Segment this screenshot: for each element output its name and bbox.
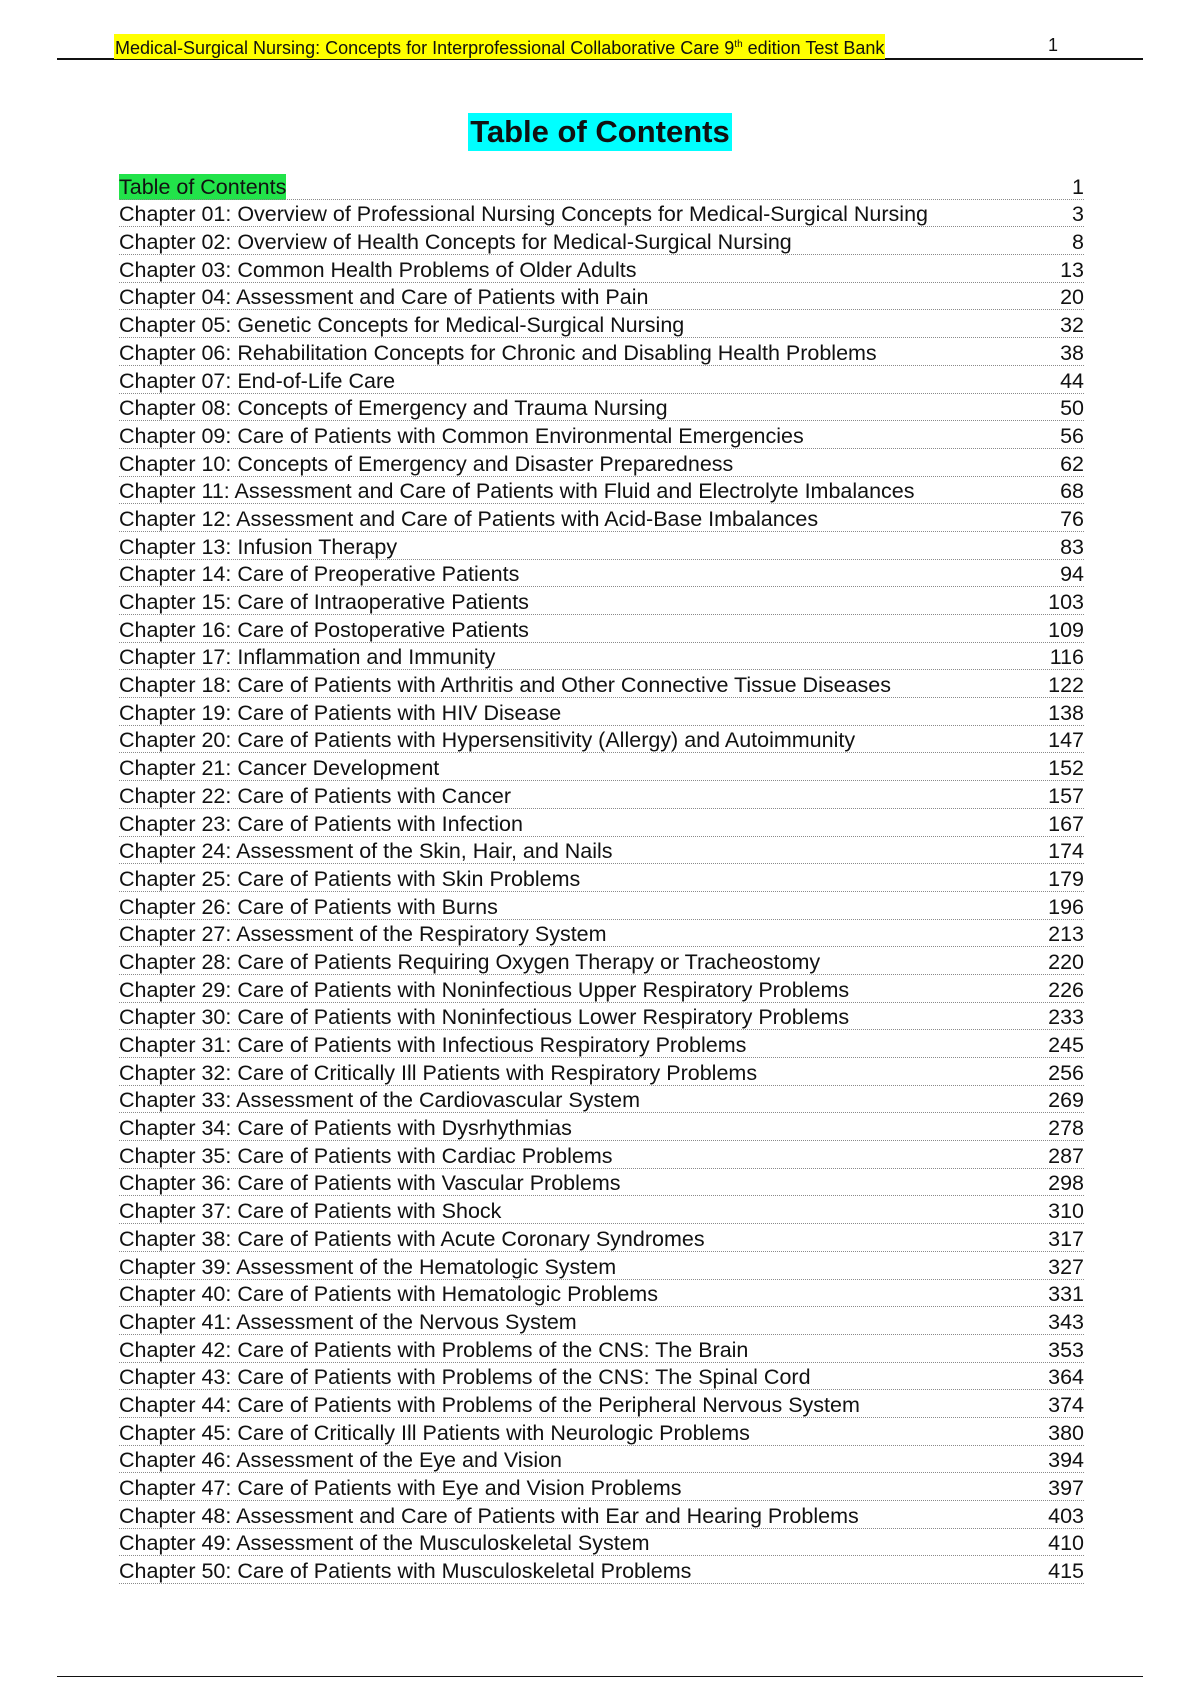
toc-entry-page: 397 (1048, 1476, 1084, 1500)
toc-entry-label: Chapter 23: Care of Patients with Infection (119, 811, 523, 836)
toc-entry[interactable] (119, 310, 1084, 338)
toc-entry[interactable] (119, 1113, 1084, 1141)
toc-entry[interactable] (119, 1141, 1084, 1169)
toc-entry-page: 298 (1048, 1171, 1084, 1196)
toc-entry-page: 394 (1048, 1448, 1084, 1473)
toc-entry[interactable] (119, 1280, 1084, 1308)
toc-entry-label: Chapter 19: Care of Patients with HIV Disease (119, 700, 562, 725)
toc-entry[interactable] (119, 975, 1084, 1003)
toc-entry[interactable] (119, 1446, 1084, 1474)
toc-entry-page: 179 (1048, 866, 1084, 891)
toc-entry[interactable] (119, 753, 1084, 781)
toc-entry-label: Chapter 33: Assessment of the Cardiovascular System (119, 1088, 641, 1113)
toc-entry-label: Chapter 44: Care of Patients with Problems of the Peripheral Nervous System (119, 1392, 860, 1417)
page-header (57, 30, 1143, 60)
toc-entry-page: 152 (1048, 756, 1084, 781)
toc-entry[interactable] (119, 227, 1084, 255)
toc-entry-page: 1 (1072, 174, 1084, 199)
toc-entry[interactable] (119, 1307, 1084, 1335)
toc-entry-page: 138 (1048, 700, 1084, 725)
toc-entry-label: Chapter 46: Assessment of the Eye and Vision (119, 1448, 563, 1473)
toc-entry[interactable] (119, 1058, 1084, 1086)
toc-entry-page: 83 (1060, 534, 1084, 559)
toc-entry-label: Chapter 49: Assessment of the Musculoskeletal System (119, 1531, 650, 1556)
toc-entry-label: Chapter 37: Care of Patients with Shock (119, 1199, 502, 1224)
toc-entry[interactable] (119, 449, 1084, 477)
toc-entry-label: Chapter 36: Care of Patients with Vascular Problems (119, 1171, 621, 1196)
toc-entry[interactable] (119, 255, 1084, 283)
toc-entry[interactable] (119, 477, 1084, 505)
toc-entry-page: 116 (1049, 645, 1084, 670)
toc-entry-page: 20 (1060, 285, 1084, 310)
toc-entry-page: 213 (1048, 922, 1084, 947)
toc-entry-label: Chapter 03: Common Health Problems of Older Adults (119, 257, 637, 282)
toc-entry[interactable] (119, 698, 1084, 726)
toc-entry-label: Chapter 17: Inflammation and Immunity (119, 645, 496, 670)
toc-entry-label: Chapter 12: Assessment and Care of Patients with Acid-Base Imbalances (119, 506, 819, 531)
toc-entry[interactable] (119, 587, 1084, 615)
header-title: Medical-Surgical Nursing: Concepts for Interprofessional Collaborative Care 9th edition Test Bank (114, 34, 885, 59)
toc-entry-page: 122 (1048, 673, 1084, 698)
toc-entry-page: 226 (1048, 977, 1084, 1002)
toc-entry-label: Chapter 06: Rehabilitation Concepts for Chronic and Disabling Health Problems (119, 340, 877, 365)
toc-entry[interactable] (119, 1556, 1084, 1584)
toc-entry-page: 109 (1048, 617, 1084, 642)
toc-entry[interactable] (119, 1224, 1084, 1252)
toc-entry-label: Chapter 45: Care of Critically Ill Patients with Neurologic Problems (119, 1420, 750, 1445)
toc-entry-page: 403 (1048, 1503, 1084, 1528)
toc-entry-label: Chapter 41: Assessment of the Nervous System (119, 1309, 577, 1334)
toc-entry-page: 62 (1060, 451, 1084, 476)
toc-entry-label: Chapter 42: Care of Patients with Problems of the CNS: The Brain (119, 1337, 749, 1362)
toc-entry[interactable] (119, 1003, 1084, 1031)
toc-entry-page: 174 (1048, 839, 1084, 864)
toc-entry-label: Chapter 27: Assessment of the Respiratory System (119, 922, 607, 947)
toc-entry[interactable] (119, 670, 1084, 698)
toc-entry-label: Chapter 15: Care of Intraoperative Patients (119, 590, 529, 614)
toc-entry[interactable] (119, 892, 1084, 920)
toc-entry-page: 38 (1060, 340, 1084, 365)
toc-entry-label: Chapter 30: Care of Patients with Noninfectious Lower Respiratory Problems (119, 1005, 850, 1030)
toc-entry[interactable] (119, 1169, 1084, 1197)
toc-entry-label: Chapter 39: Assessment of the Hematologic System (119, 1254, 617, 1279)
toc-entry-label: Chapter 08: Concepts of Emergency and Trauma Nursing (119, 396, 668, 421)
toc-entry-label: Chapter 16: Care of Postoperative Patients (119, 617, 529, 642)
toc-entry-page: 68 (1060, 479, 1084, 504)
toc-entry-page: 50 (1060, 396, 1084, 421)
toc-entry[interactable] (119, 504, 1084, 532)
toc-entry-label: Chapter 22: Care of Patients with Cancer (119, 783, 511, 808)
toc-entry-page: 196 (1048, 894, 1084, 919)
toc-entry-page: 331 (1048, 1282, 1084, 1307)
toc-entry[interactable] (119, 947, 1084, 975)
toc-entry-page: 103 (1048, 590, 1084, 614)
toc-entry-label: Chapter 40: Care of Patients with Hematologic Problems (119, 1282, 658, 1307)
toc-entry[interactable] (119, 1196, 1084, 1224)
toc-entry-page: 8 (1072, 230, 1084, 255)
toc-entry[interactable] (119, 200, 1084, 228)
toc-entry-page: 32 (1060, 313, 1084, 338)
toc-entry-page: 327 (1048, 1254, 1084, 1279)
toc-entry-label: Chapter 13: Infusion Therapy (119, 534, 398, 559)
toc-entry-label: Chapter 11: Assessment and Care of Patients with Fluid and Electrolyte Imbalances (119, 479, 915, 504)
toc-entry-label: Chapter 25: Care of Patients with Skin Problems (119, 866, 581, 891)
toc-entry-page: 256 (1048, 1060, 1084, 1085)
toc-entry-page: 287 (1048, 1143, 1084, 1168)
toc-entry[interactable] (119, 1529, 1084, 1557)
toc-entry-page: 13 (1060, 257, 1084, 282)
toc-entry-label: Chapter 47: Care of Patients with Eye and Vision Problems (119, 1476, 682, 1500)
toc-entry[interactable] (119, 726, 1084, 754)
toc-entry-page: 167 (1048, 811, 1084, 836)
toc-entry[interactable] (119, 532, 1084, 560)
toc-entry-label: Chapter 18: Care of Patients with Arthritis and Other Connective Tissue Diseases (119, 673, 891, 698)
toc-entry[interactable] (119, 172, 1084, 200)
toc-entry[interactable] (119, 283, 1084, 311)
toc-heading (0, 113, 1200, 151)
toc-entry-label: Chapter 01: Overview of Professional Nursing Concepts for Medical-Surgical Nursing (119, 202, 928, 227)
toc-entry-page: 233 (1048, 1005, 1084, 1030)
toc-entry[interactable] (119, 864, 1084, 892)
toc-entry-label: Chapter 07: End-of-Life Care (119, 368, 396, 393)
toc-entry-label: Chapter 05: Genetic Concepts for Medical-Surgical Nursing (119, 313, 685, 338)
toc-entry[interactable] (119, 615, 1084, 643)
toc-entry[interactable] (119, 1252, 1084, 1280)
toc-entry-page: 245 (1048, 1033, 1084, 1057)
toc-entry-page: 278 (1048, 1116, 1084, 1141)
toc-entry-label: Chapter 21: Cancer Development (119, 756, 440, 781)
toc-entry[interactable] (119, 837, 1084, 865)
toc-entry-page: 374 (1048, 1392, 1084, 1417)
toc-entry[interactable] (119, 1030, 1084, 1058)
toc-entry-label: Chapter 28: Care of Patients Requiring Oxygen Therapy or Tracheostomy (119, 949, 821, 974)
header-page-number: 1 (1047, 35, 1058, 55)
toc-entry[interactable] (119, 366, 1084, 394)
toc-entry-page: 364 (1048, 1365, 1084, 1390)
toc-entry-page: 94 (1060, 562, 1084, 587)
toc-entry-page: 3 (1072, 202, 1084, 227)
toc-entry-label: Chapter 34: Care of Patients with Dysrhythmias (119, 1116, 572, 1141)
toc-entry-label: Chapter 10: Concepts of Emergency and Disaster Preparedness (119, 451, 734, 476)
toc-entry[interactable] (119, 920, 1084, 948)
toc-entry-page: 220 (1048, 949, 1084, 974)
toc-entry[interactable] (119, 394, 1084, 422)
toc-entry[interactable] (119, 338, 1084, 366)
toc-entry[interactable] (119, 1418, 1084, 1446)
toc-entry-page: 44 (1060, 368, 1084, 393)
toc-entry-label: Chapter 50: Care of Patients with Musculoskeletal Problems (119, 1559, 692, 1584)
toc-entry-page: 353 (1048, 1337, 1084, 1362)
toc-entry-label: Chapter 38: Care of Patients with Acute Coronary Syndromes (119, 1226, 705, 1251)
toc-entry-page: 415 (1048, 1559, 1084, 1584)
toc-entry-page: 317 (1048, 1226, 1084, 1251)
toc-entry-label: Table of Contents (119, 174, 287, 199)
toc-entry[interactable] (119, 1473, 1084, 1501)
toc-entry-page: 147 (1048, 728, 1084, 753)
toc-entry-label: Chapter 04: Assessment and Care of Patients with Pain (119, 285, 649, 310)
toc-entry-page: 269 (1048, 1088, 1084, 1113)
toc-entry-label: Chapter 32: Care of Critically Ill Patients with Respiratory Problems (119, 1060, 758, 1085)
toc-entry[interactable] (119, 643, 1084, 671)
toc-entry-label: Chapter 31: Care of Patients with Infectious Respiratory Problems (119, 1033, 747, 1057)
toc-entry-page: 56 (1060, 423, 1084, 448)
toc-entry-page: 76 (1060, 506, 1084, 531)
toc-entry[interactable] (119, 1390, 1084, 1418)
toc-entry[interactable] (119, 421, 1084, 449)
toc-entry-label: Chapter 35: Care of Patients with Cardiac Problems (119, 1143, 613, 1168)
toc-heading-text: Table of Contents (470, 114, 730, 149)
toc-entry[interactable] (119, 1363, 1084, 1391)
toc-entry-page: 343 (1048, 1309, 1084, 1334)
toc-entry[interactable] (119, 809, 1084, 837)
toc-entry-page: 310 (1048, 1199, 1084, 1224)
toc-entry[interactable] (119, 1086, 1084, 1114)
toc-entry-label: Chapter 09: Care of Patients with Common Environmental Emergencies (119, 423, 804, 448)
toc-entry[interactable] (119, 1335, 1084, 1363)
footer-rule (57, 1676, 1143, 1677)
toc-entry-label: Chapter 26: Care of Patients with Burns (119, 894, 498, 919)
toc-entry-label: Chapter 24: Assessment of the Skin, Hair, and Nails (119, 839, 613, 864)
toc-entry-page: 410 (1048, 1531, 1084, 1556)
toc-entry-page: 157 (1048, 783, 1084, 808)
toc-entry-label: Chapter 43: Care of Patients with Problems of the CNS: The Spinal Cord (119, 1365, 811, 1390)
toc-entry[interactable] (119, 1501, 1084, 1529)
toc-entry[interactable] (119, 781, 1084, 809)
toc-entry-label: Chapter 20: Care of Patients with Hypersensitivity (Allergy) and Autoimmunity (119, 728, 856, 753)
toc-entry-page: 380 (1048, 1420, 1084, 1445)
toc-entry-label: Chapter 29: Care of Patients with Noninfectious Upper Respiratory Problems (119, 977, 850, 1002)
toc-entry-label: Chapter 14: Care of Preoperative Patients (119, 562, 520, 587)
toc-entry-label: Chapter 02: Overview of Health Concepts for Medical-Surgical Nursing (119, 230, 792, 255)
toc-entry-label: Chapter 48: Assessment and Care of Patients with Ear and Hearing Problems (119, 1503, 859, 1528)
table-of-contents (119, 172, 1084, 1584)
toc-entry[interactable] (119, 560, 1084, 588)
